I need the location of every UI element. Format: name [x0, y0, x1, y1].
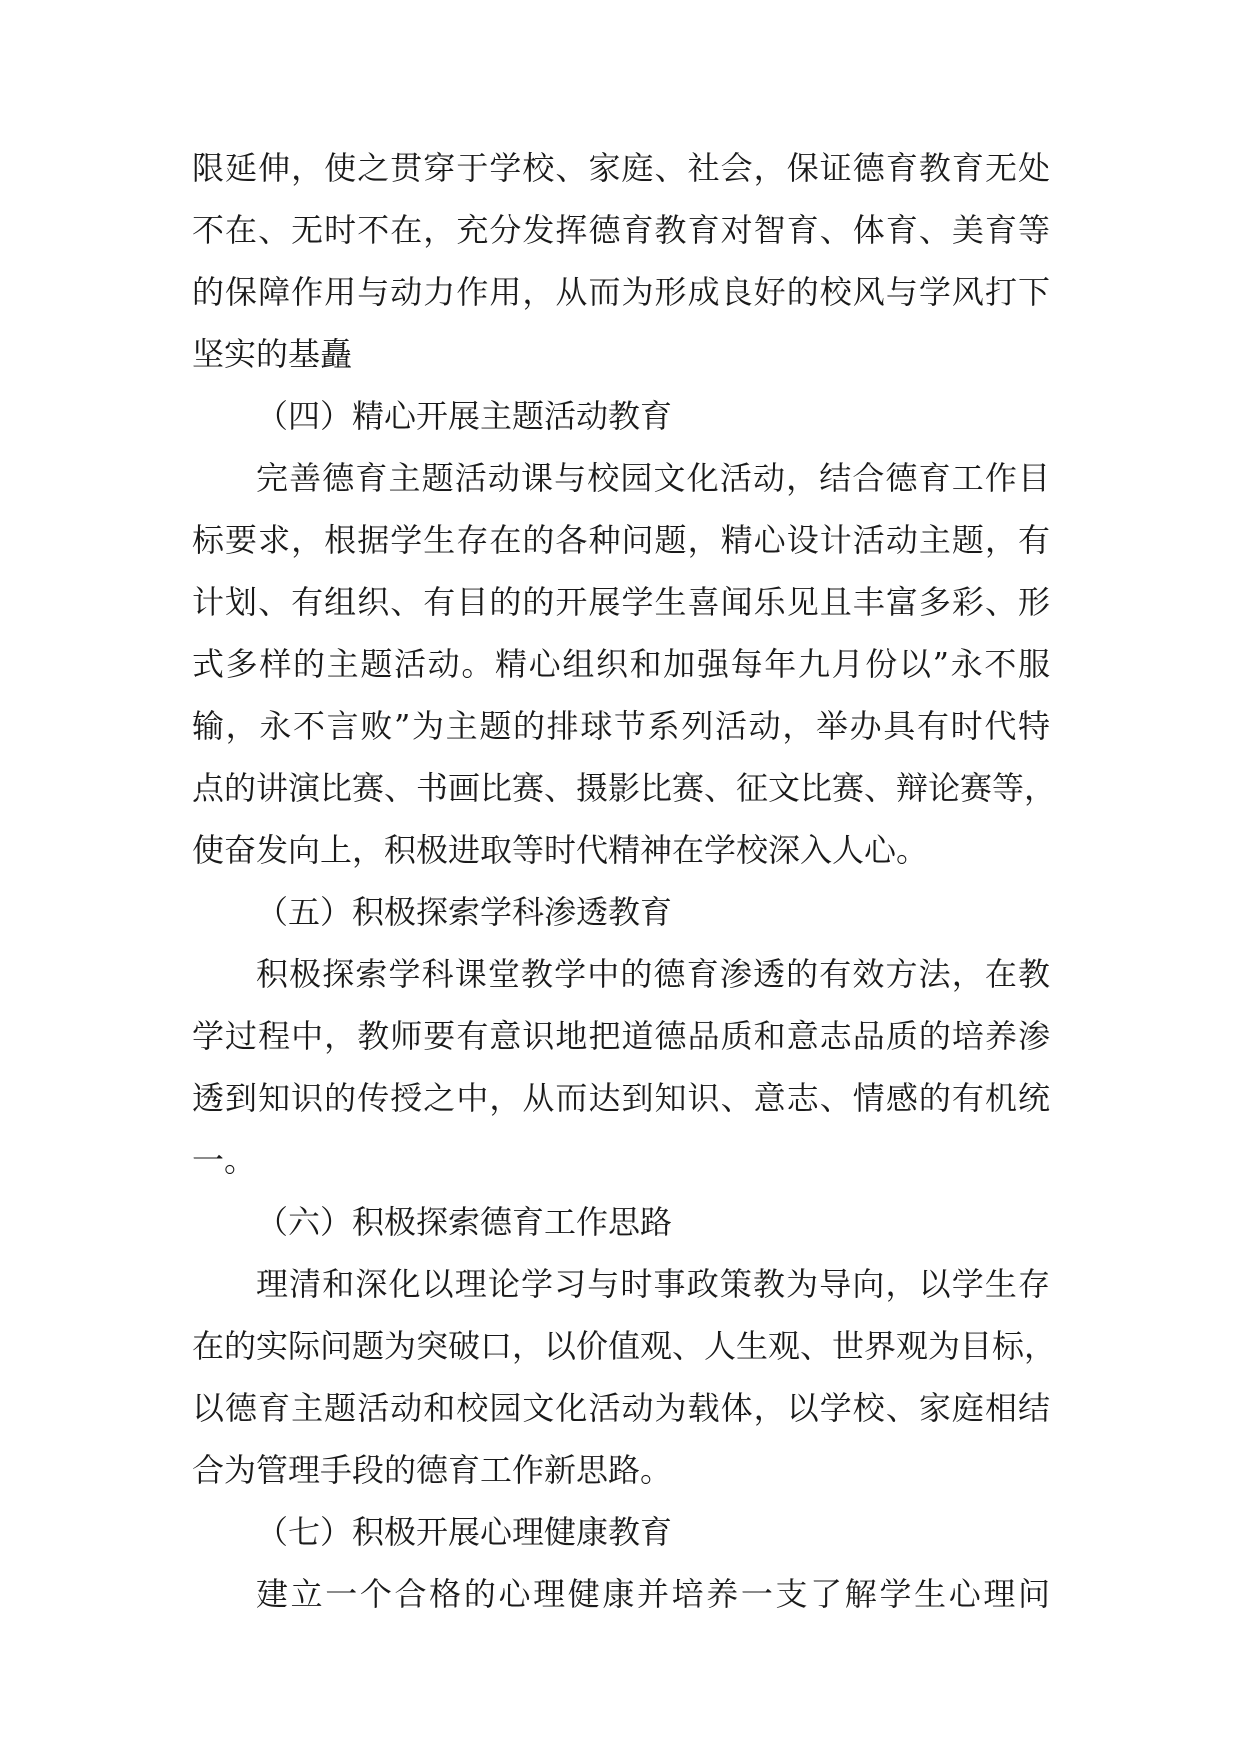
body-text-line: 不在、无时不在，充分发挥德育教育对智育、体育、美育等: [192, 211, 1050, 249]
body-text-line: 在的实际问题为突破口，以价值观、人生观、世界观为目标，: [192, 1327, 1057, 1365]
section-heading: （六）积极探索德育工作思路: [256, 1203, 673, 1241]
body-text-line: 标要求，根据学生存在的各种问题，精心设计活动主题，有: [192, 521, 1050, 559]
body-text-line: 合为管理手段的德育工作新思路。: [192, 1451, 673, 1489]
body-text-line: 建立一个合格的心理健康并培养一支了解学生心理问: [256, 1575, 1050, 1613]
section-heading: （五）积极探索学科渗透教育: [256, 893, 673, 931]
section-heading: （七）积极开展心理健康教育: [256, 1513, 673, 1551]
section-heading: （四）精心开展主题活动教育: [256, 397, 673, 435]
body-text-line: 计划、有组织、有目的的开展学生喜闻乐见且丰富多彩、形: [192, 583, 1050, 621]
body-text-line: 坚实的基矗: [192, 335, 353, 373]
body-text-line: 式多样的主题活动。精心组织和加强每年九月份以”永不服: [192, 645, 1050, 683]
body-text-line: 输，永不言败”为主题的排球节系列活动，举办具有时代特: [192, 707, 1050, 745]
body-text-line: 点的讲演比赛、书画比赛、摄影比赛、征文比赛、辩论赛等，: [192, 769, 1057, 807]
body-text-line: 限延伸，使之贯穿于学校、家庭、社会，保证德育教育无处: [192, 149, 1050, 187]
body-text-line: 一。: [192, 1141, 257, 1179]
body-text-line: 理清和深化以理论学习与时事政策教为导向，以学生存: [256, 1265, 1050, 1303]
body-text-line: 的保障作用与动力作用，从而为形成良好的校风与学风打下: [192, 273, 1050, 311]
body-text-line: 完善德育主题活动课与校园文化活动，结合德育工作目: [256, 459, 1050, 497]
body-text-line: 透到知识的传授之中，从而达到知识、意志、情感的有机统: [192, 1079, 1050, 1117]
body-text-line: 以德育主题活动和校园文化活动为载体，以学校、家庭相结: [192, 1389, 1050, 1427]
body-text-line: 学过程中，教师要有意识地把道德品质和意志品质的培养渗: [192, 1017, 1050, 1055]
body-text-line: 积极探索学科课堂教学中的德育渗透的有效方法，在教: [256, 955, 1050, 993]
body-text-line: 使奋发向上，积极进取等时代精神在学校深入人心。: [192, 831, 929, 869]
